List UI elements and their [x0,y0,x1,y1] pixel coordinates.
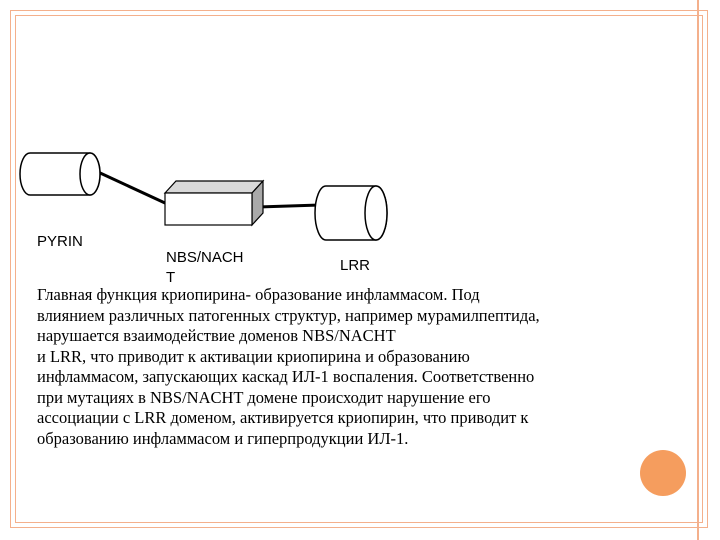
connector-nbs-lrr [258,205,320,207]
pyrin-label: PYRIN [37,233,83,250]
lrr-cylinder [315,186,387,240]
slide-body-text: Главная функция криопирина- образование инфламмасом. Под влиянием различных патогенных структур, например мурамилпептида, нарушается взаимодействие доменов NBS/NACHT и LRR, что приводит к активации криопирина и образованию инфламмасом, запускающих каскад ИЛ-1 воспаления. Соответственно при мутациях в NBS/NACHT домене происходит нарушение его ассоциации с LRR доменом, активируется криопирин, что приводит к образованию инфламмасом и гиперпродукции ИЛ-1. [37,285,540,448]
nbs-nacht-label: NBS/NACH T [166,249,244,286]
lrr-label: LRR [340,257,371,274]
pyrin-cylinder [20,153,100,195]
nbs-nacht-box [165,181,263,225]
connector-pyrin-nbs [98,172,165,203]
accent-dot [640,450,686,496]
